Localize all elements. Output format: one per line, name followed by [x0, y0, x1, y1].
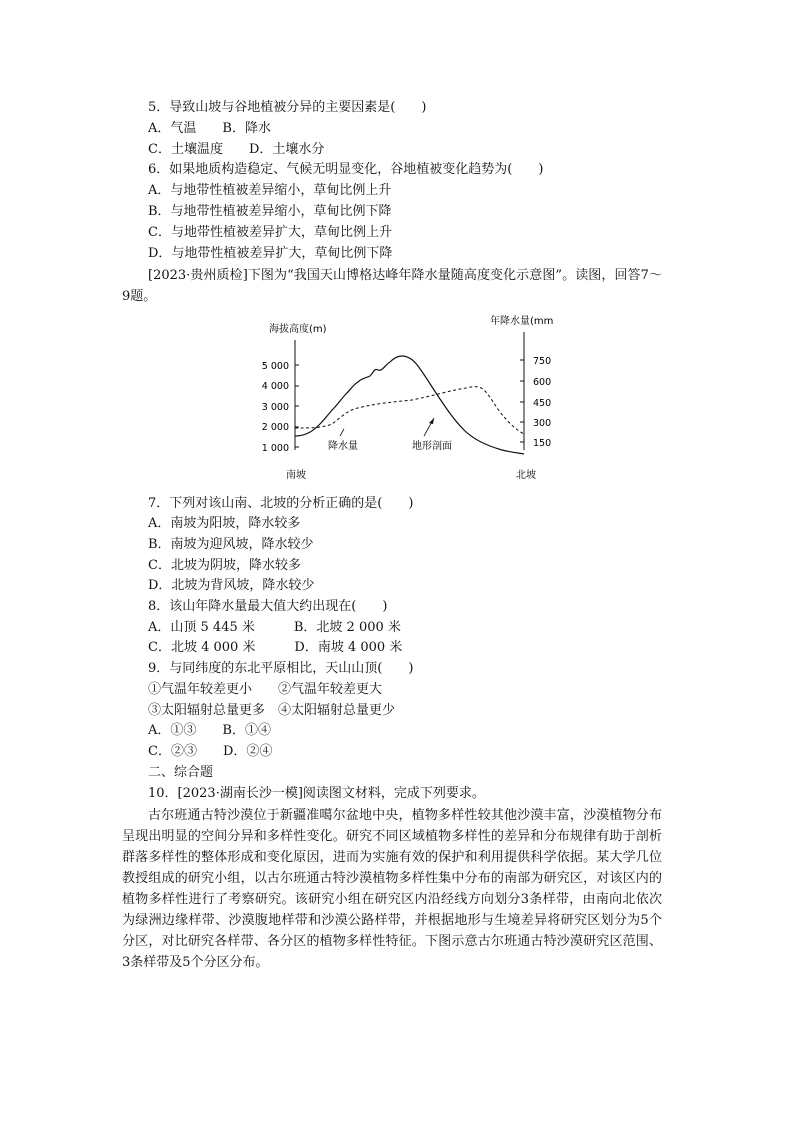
right-tick-750: 750 — [533, 356, 552, 367]
terrain-leader-arrowhead — [429, 418, 434, 424]
north-slope-label: 北坡 — [516, 470, 536, 481]
q9-option-ab: A．①③ B．①④ — [148, 723, 271, 738]
precip-series-label: 降水量 — [328, 441, 358, 452]
q7-option-b: B．南坡为迎风坡，降水较少 — [148, 537, 314, 552]
q6-option-c: C．与地带性植被差异扩大，草甸比例上升 — [148, 225, 392, 240]
left-tick-3000: 3 000 — [262, 402, 289, 413]
q6-option-a: A．与地带性植被差异缩小，草甸比例上升 — [148, 183, 392, 198]
terrain-series-label: 地形剖面 — [412, 441, 452, 452]
question-8: 8．该山年降水量最大值大约出现在( ) — [148, 599, 388, 614]
left-tick-2000: 2 000 — [262, 422, 289, 433]
q8-option-cd: C．北坡 4 000 米 D．南坡 4 000 米 — [148, 640, 403, 655]
q5-option-ab: A．气温 B．降水 — [148, 121, 271, 136]
q7-option-d: D．北坡为背风坡，降水较少 — [148, 578, 315, 593]
question-5: 5．导致山坡与谷地植被分异的主要因素是( ) — [148, 100, 427, 115]
question-7: 7．下列对该山南、北坡的分析正确的是( ) — [148, 496, 414, 511]
question-6: 6．如果地质构造稳定、气候无明显变化，谷地植被变化趋势为( ) — [148, 162, 544, 177]
q9-statement-34: ③太阳辐射总量更多 ④太阳辐射总量更少 — [148, 703, 396, 718]
chart-svg — [262, 312, 554, 490]
q6-option-d: D．与地带性植被差异扩大，草甸比例下降 — [148, 246, 393, 261]
elevation-precipitation-chart — [262, 312, 554, 490]
left-axis-label: 海拔高度(m) — [269, 324, 327, 335]
right-tick-600: 600 — [533, 377, 552, 388]
terrain-profile-line — [295, 356, 524, 454]
q7-option-c: C．北坡为阴坡，降水较多 — [148, 558, 301, 573]
q9-statement-12: ①气温年较差更小 ②气温年较差更大 — [148, 682, 383, 697]
question-10-passage: 古尔班通古特沙漠位于新疆准噶尔盆地中央，植物多样性较其他沙漠丰富，沙漠植物分布呈现出明显的空间分异和多样性变化。研究不同区域植物多样性的差异和分布规律有助于剖析群落多样性的整体形成和变化原因，进而为实施有效的保护和利用提供科学依据。某大学几位教授组成的研究小组，以古尔班通古特沙漠植物多样性集中分布的南部为研究区，对该区内的植物多样性进行了考察研究。该研究小组在研究区内沿经线方向划分3条样带，由南向北依次为绿洲边缘样带、沙漠腹地样带和沙漠公路样带，并根据地形与生境差异将研究区划分为5个分区，对比研究各样带、各分区的植物多样性特征。下图示意古尔班通古特沙漠研究区范围、3条样带及5个分区分布。 — [122, 808, 662, 970]
south-slope-label: 南坡 — [286, 470, 306, 481]
question-10-title: 10．[2023·湖南长沙一模]阅读图文材料，完成下列要求。 — [148, 786, 485, 801]
section-title: 二、综合题 — [148, 765, 214, 780]
right-axis-label: 年降水量(mm) — [490, 316, 554, 327]
right-tick-450: 450 — [533, 398, 552, 409]
q5-option-cd: C．土壤温度 D．土壤水分 — [148, 142, 325, 157]
q9-option-cd: C．②③ D．②④ — [148, 744, 273, 759]
precipitation-line — [295, 387, 524, 434]
left-tick-4000: 4 000 — [262, 381, 289, 392]
left-tick-1000: 1 000 — [262, 443, 289, 454]
question-9: 9．与同纬度的东北平原相比，天山山顶( ) — [148, 661, 414, 676]
precip-label-leader — [340, 429, 344, 436]
q6-option-b: B．与地带性植被差异缩小，草甸比例下降 — [148, 204, 392, 219]
left-tick-5000: 5 000 — [262, 361, 289, 372]
q7-option-a: A．南坡为阳坡，降水较多 — [148, 516, 301, 531]
q8-option-ab: A．山顶 5 445 米 B．北坡 2 000 米 — [148, 620, 401, 635]
right-tick-300: 300 — [533, 418, 552, 429]
right-tick-150: 150 — [533, 438, 552, 449]
intro-paragraph: [2023·贵州质检]下图为“我国天山博格达峰年降水量随高度变化示意图”。读图，回答7～9题。 — [122, 268, 662, 304]
